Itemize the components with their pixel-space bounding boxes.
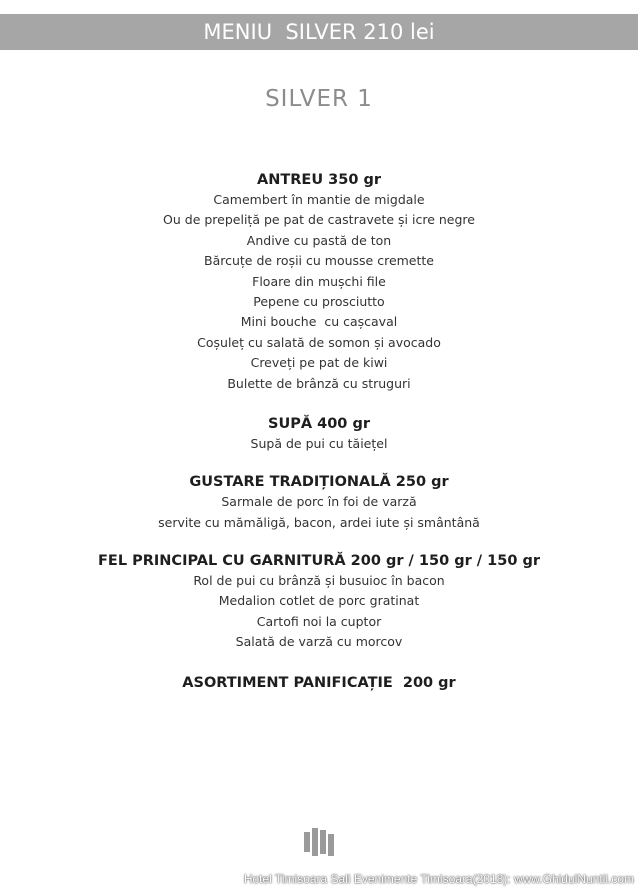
- menu-title: MENIU SILVER 210 lei: [203, 20, 435, 44]
- section-title: GUSTARE TRADIȚIONALĂ 250 gr: [189, 474, 449, 491]
- menu-item: Pepene cu prosciutto: [253, 293, 385, 309]
- footer-watermark: Hotel Timisoara Sali Evenimente Timisoara(2018): www.GhidulNuntii.com: [243, 872, 634, 886]
- menu-item: Andive cu pastă de ton: [246, 232, 392, 248]
- menu-item: Bulette de brânză cu struguri: [227, 375, 411, 391]
- menu-item: Bărcuțe de roșii cu mousse cremette: [204, 253, 434, 269]
- menu-item: Rol de pui cu brânză și busuioc în bacon: [193, 573, 445, 589]
- menu-item: Creveți pe pat de kiwi: [250, 355, 388, 371]
- menu-item: Supă de pui cu tăiețel: [250, 435, 388, 451]
- menu-item: Coșuleț cu salată de somon și avocado: [197, 334, 441, 350]
- menu-item: servite cu mămăligă, bacon, ardei iute și smântână: [158, 514, 480, 530]
- menu-subtitle: SILVER 1: [265, 86, 373, 112]
- menu-item: Floare din mușchi file: [252, 273, 386, 289]
- menu-content: [0, 152, 638, 693]
- section-title: ASORTIMENT PANIFICAȚIE 200 gr: [182, 674, 456, 691]
- menu-section: [0, 551, 638, 653]
- section-title: SUPĂ 400 gr: [268, 415, 370, 432]
- menu-item: Ou de prepeliță pe pat de castravete și icre negre: [163, 212, 475, 228]
- section-title: FEL PRINCIPAL CU GARNITURĂ 200 gr / 150 gr / 150 gr: [98, 553, 540, 570]
- menu-section: [0, 472, 638, 533]
- menu-item: Sarmale de porc în foi de varză: [221, 494, 417, 510]
- menu-item: Salată de varză cu morcov: [235, 634, 403, 650]
- section-title: ANTREU 350 gr: [257, 172, 381, 188]
- menu-section: [0, 673, 638, 693]
- menu-item: Camembert în mantie de migdale: [213, 192, 425, 207]
- building-columns-icon: [303, 826, 335, 858]
- header-bar: [0, 14, 638, 50]
- menu-section: [0, 414, 638, 454]
- menu-item: Cartofi noi la cuptor: [256, 613, 382, 629]
- menu-item: Medalion cotlet de porc gratinat: [218, 593, 420, 609]
- menu-item: Mini bouche cu cașcaval: [240, 314, 398, 330]
- menu-section: [0, 170, 638, 394]
